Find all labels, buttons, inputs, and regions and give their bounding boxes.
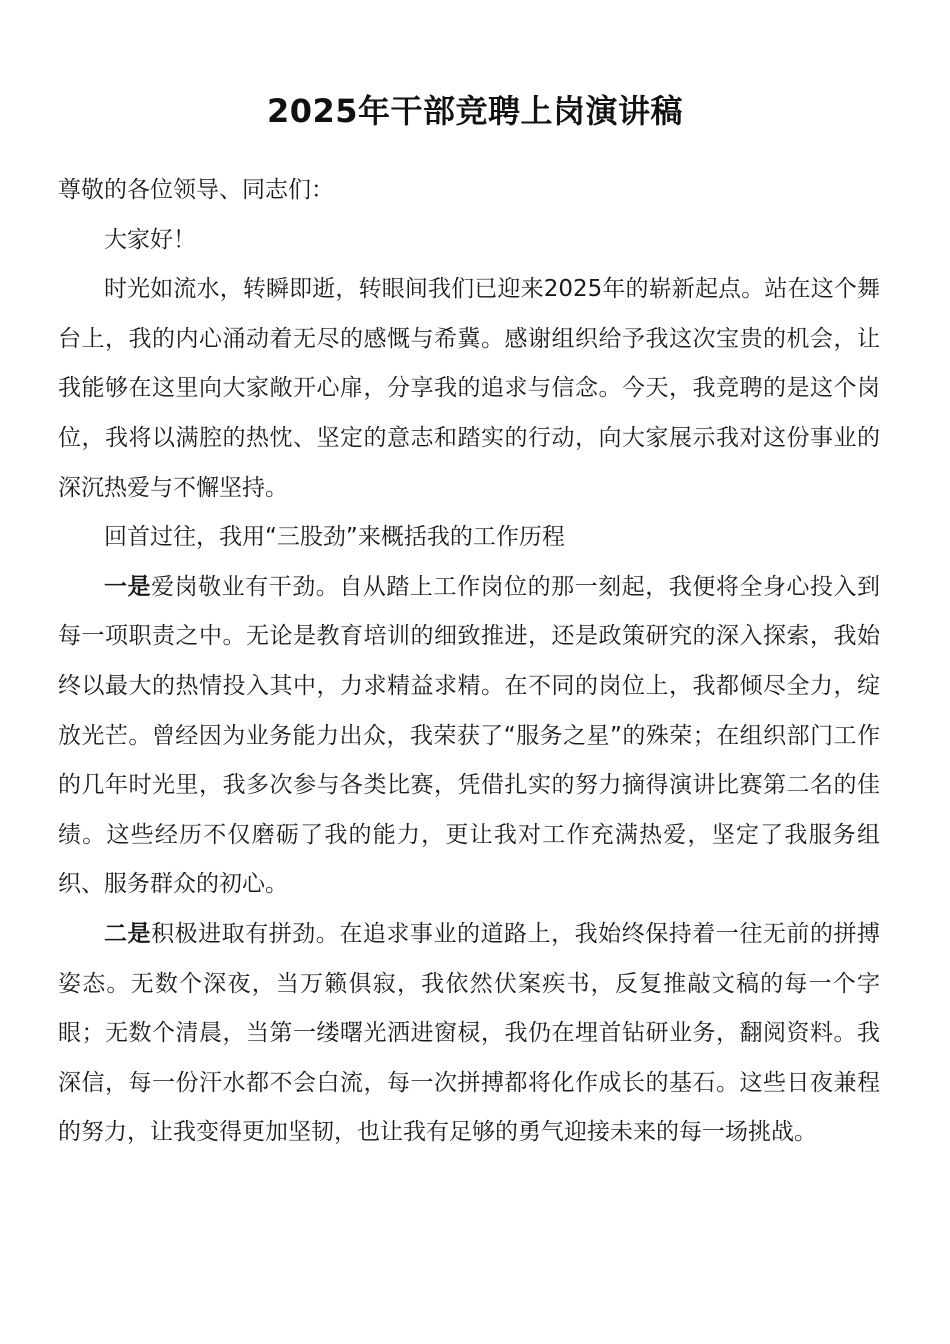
- point-one-text: 爱岗敬业有干劲。自从踏上工作岗位的那一刻起，我便将全身心投入到每一项职责之中。无论是教育培训的细致推进，还是政策研究的深入探索，我始终以最大的热情投入其中，力求精益求精。在不同的岗位上，我都倾尽全力，绽放光芒。曾经因为业务能力出众，我荣获了“服务之星”的殊荣；在组织部门工作的几年时光里，我多次参与各类比赛，凭借扎实的努力摘得演讲比赛第二名的佳绩。这些经历不仅磨砺了我的能力，更让我对工作充满热爱，坚定了我服务组织、服务群众的初心。: [58, 573, 880, 898]
- salutation: 尊敬的各位领导、同志们：: [58, 177, 334, 203]
- point-two-lead: 二是: [104, 920, 152, 947]
- paragraph-point-two: [58, 910, 880, 1158]
- paragraph-review: 回首过往，我用“三股劲”来概括我的工作历程: [104, 524, 565, 551]
- document-title: 2025年干部竞聘上岗演讲稿: [266, 92, 684, 131]
- paragraph-opening: 时光如流水，转瞬即逝，转眼间我们已迎来2025年的崭新起点。站在这个舞台上，我的内心涌动着无尽的感慨与希冀。感谢组织给予我这次宝贵的机会，让我能够在这里向大家敞开心扉，分享我的追求与信念。今天，我竞聘的是这个岗位，我将以满腔的热忱、坚定的意志和踏实的行动，向大家展示我对这份事业的深沉热爱与不懈坚持。: [58, 276, 880, 501]
- point-two-text: 积极进取有拼劲。在追求事业的道路上，我始终保持着一往无前的拼搏姿态。无数个深夜，当万籁俱寂，我依然伏案疾书，反复推敲文稿的每一个字眼；无数个清晨，当第一缕曙光洒进窗棂，我仍在埋首钻研业务，翻阅资料。我深信，每一份汗水都不会白流，每一次拼搏都将化作成长的基石。这些日夜兼程的努力，让我变得更加坚韧，也让我有足够的勇气迎接未来的每一场挑战。: [58, 920, 880, 1146]
- point-one-lead: 一是: [104, 573, 152, 600]
- greeting: 大家好！: [104, 226, 196, 253]
- document-body: [58, 166, 880, 1158]
- paragraph-point-one: [58, 563, 880, 910]
